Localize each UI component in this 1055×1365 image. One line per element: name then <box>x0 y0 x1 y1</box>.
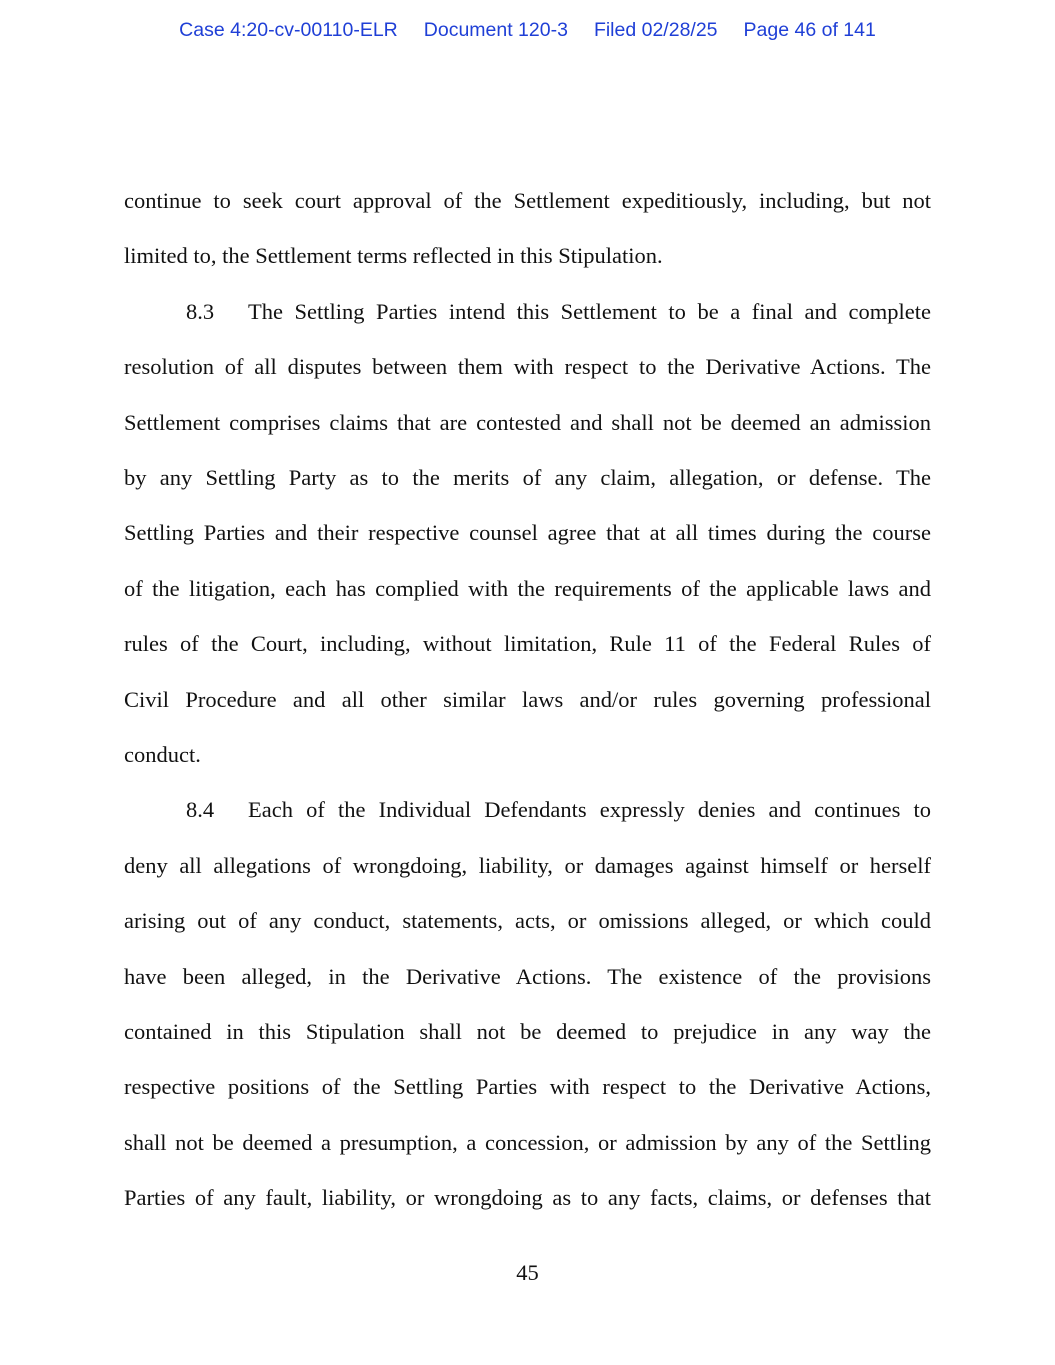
body-line: shall not be deemed a presumption, a concession, or admission by any of the Settling <box>124 1129 931 1155</box>
body-line: contained in this Stipulation shall not be deemed to prejudice in any way the <box>124 1019 931 1044</box>
body-line: Civil Procedure and all other similar laws and/or rules governing professional <box>124 686 931 712</box>
page-of-total: Page 46 of 141 <box>743 19 876 41</box>
filed-date: Filed 02/28/25 <box>593 19 718 41</box>
body-line: of the litigation, each has complied with the requirements of the applicable laws and <box>124 575 931 601</box>
body-line: continue to seek court approval of the Settlement expeditiously, including, but not <box>124 188 931 213</box>
body-line: respective positions of the Settling Parties with respect to the Derivative Actions, <box>124 1074 931 1100</box>
body-line: resolution of all disputes between them with respect to the Derivative Actions. The <box>124 354 931 380</box>
case-number: Case 4:20-cv-00110-ELR <box>179 19 398 41</box>
page-number: 45 <box>516 1260 539 1285</box>
paragraph-number: 8.3 <box>186 298 215 324</box>
body-line: have been alleged, in the Derivative Actions. The existence of the provisions <box>124 963 931 989</box>
paragraph-8-4-first-line <box>186 795 931 825</box>
body-line: conduct. <box>124 742 201 767</box>
body-line: deny all allegations of wrongdoing, liability, or damages against himself or herself <box>124 852 931 878</box>
filing-header <box>0 19 1055 42</box>
body-line: Settlement comprises claims that are contested and shall not be deemed an admission <box>124 409 931 435</box>
paragraph-8-3-first-line <box>186 297 931 327</box>
body-line-text: The Settling Parties intend this Settlement to be a final and complete <box>248 298 931 324</box>
body-line: Parties of any fault, liability, or wrongdoing as to any facts, claims, or defenses that <box>124 1185 931 1211</box>
body-line: arising out of any conduct, statements, acts, or omissions alleged, or which could <box>124 908 931 934</box>
document-number: Document 120-3 <box>423 19 568 41</box>
body-line: Settling Parties and their respective counsel agree that at all times during the course <box>124 520 931 546</box>
body-line: limited to, the Settlement terms reflected in this Stipulation. <box>124 243 663 269</box>
paragraph-number: 8.4 <box>186 797 215 823</box>
body-line: rules of the Court, including, without limitation, Rule 11 of the Federal Rules of <box>124 631 931 657</box>
body-line-text: Each of the Individual Defendants expressly denies and continues to <box>248 797 931 823</box>
body-line: by any Settling Party as to the merits of any claim, allegation, or defense. The <box>124 465 931 490</box>
